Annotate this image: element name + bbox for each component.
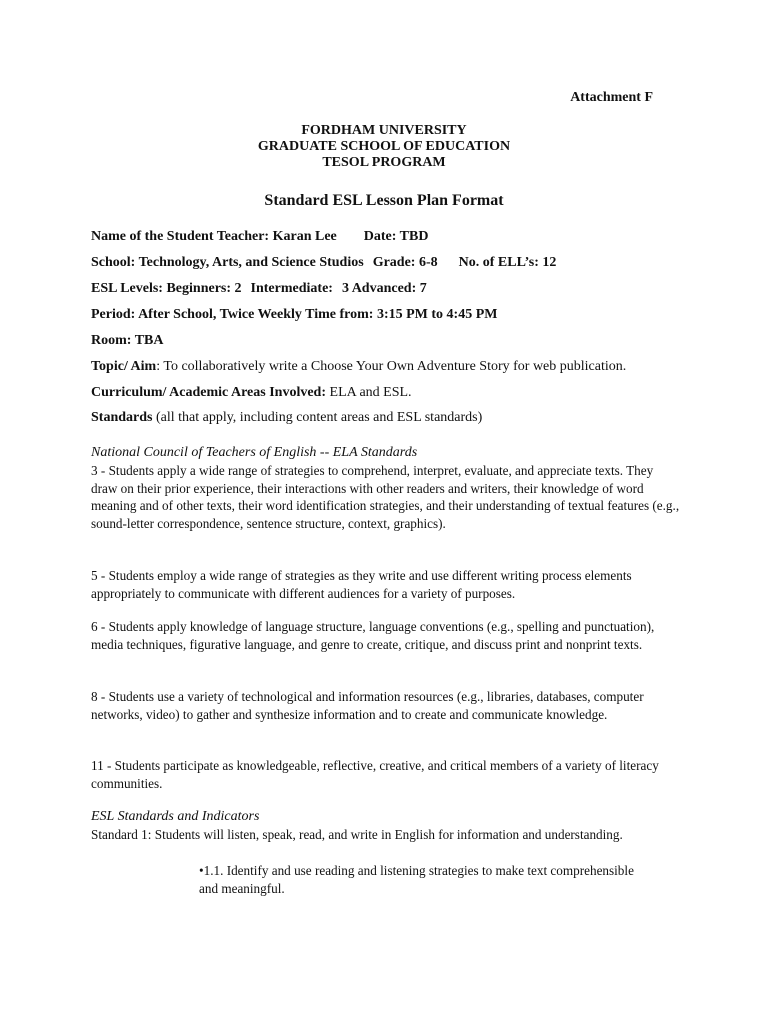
ncte-standard-3: 3 - Students apply a wide range of strategies to comprehend, interpret, evaluate, and appreciate texts. They draw on their prior experience, their interactions with other readers and writers, their knowledge of word meaning and of other texts, their word identification strategies, and their understanding of textual features (e.g., sound-letter correspondence, sentence structure, context, graphics).	[91, 463, 680, 531]
school-row	[91, 254, 556, 272]
room-row	[91, 332, 163, 350]
document-header	[0, 123, 768, 171]
date-label: Date:	[363, 229, 397, 244]
beginners-label: Beginners:	[166, 281, 232, 296]
ells-label: No. of ELL’s:	[458, 255, 539, 270]
intermediate-value: 3	[341, 281, 349, 296]
teacher-row	[91, 228, 428, 246]
time-value: 3:15 PM to 4:45 PM	[376, 307, 498, 322]
ncte-heading: National Council of Teachers of English -- ELA Standards	[91, 445, 418, 460]
teacher-label: Name of the Student Teacher:	[91, 229, 270, 244]
program-name: TESOL PROGRAM	[322, 155, 446, 170]
room-label: Room:	[91, 333, 132, 348]
ncte-standard-11: 11 - Students participate as knowledgeable, reflective, creative, and critical members of a variety of literacy communities.	[91, 758, 659, 791]
levels-label: ESL Levels:	[91, 281, 163, 296]
topic-row	[91, 358, 626, 376]
advanced-value: 7	[419, 281, 427, 296]
advanced-label: Advanced:	[351, 281, 417, 296]
grade-value: 6-8	[418, 255, 438, 270]
ncte-standard-5: 5 - Students employ a wide range of strategies as they write and use different writing process elements appropriately to communicate with different audiences for a variety of purposes.	[91, 568, 632, 601]
period-label: Period:	[91, 307, 136, 322]
standards-label: Standards	[91, 410, 153, 425]
esl-indicator-1-1: •1.1. Identify and use reading and listening strategies to make text comprehensible and meaningful.	[199, 863, 634, 896]
standards-row	[91, 409, 482, 427]
standards-value: (all that apply, including content areas and ESL standards)	[152, 410, 483, 425]
school-value: Technology, Arts, and Science Studios	[138, 255, 364, 270]
esl-heading: ESL Standards and Indicators	[91, 809, 260, 824]
ncte-standard-6: 6 - Students apply knowledge of language structure, language conventions (e.g., spelling and punctuation), media techniques, figurative language, and genre to create, critique, and discuss print and nonprint texts.	[91, 619, 655, 652]
school-label: School:	[91, 255, 136, 270]
esl-levels-row	[91, 280, 427, 298]
school-name: GRADUATE SCHOOL OF EDUCATION	[257, 139, 511, 154]
teacher-value: Karan Lee	[272, 229, 337, 244]
esl-standard-1: Standard 1: Students will listen, speak, read, and write in English for information and understanding.	[91, 827, 623, 842]
period-value: After School, Twice Weekly	[138, 307, 302, 322]
grade-label: Grade:	[372, 255, 416, 270]
beginners-value: 2	[234, 281, 242, 296]
page-title: Standard ESL Lesson Plan Format	[264, 192, 504, 209]
topic-value: : To collaboratively write a Choose Your Own Adventure Story for web publication.	[156, 359, 627, 374]
ells-value: 12	[542, 255, 557, 270]
room-value: TBA	[134, 333, 164, 348]
university-name: FORDHAM UNIVERSITY	[301, 123, 467, 138]
period-row	[91, 306, 498, 324]
time-label: Time from:	[305, 307, 374, 322]
curriculum-value: ELA and ESL.	[326, 385, 412, 400]
date-value: TBD	[399, 229, 429, 244]
curriculum-row	[91, 384, 412, 402]
curriculum-label: Curriculum/ Academic Areas Involved:	[91, 385, 327, 400]
attachment-label: Attachment F	[570, 90, 653, 105]
topic-label: Topic/ Aim	[91, 359, 157, 374]
ncte-standard-8: 8 - Students use a variety of technological and information resources (e.g., libraries, databases, computer networks, video) to gather and synthesize information and to create and communicate knowledge.	[91, 689, 644, 722]
intermediate-label: Intermediate:	[250, 281, 333, 296]
